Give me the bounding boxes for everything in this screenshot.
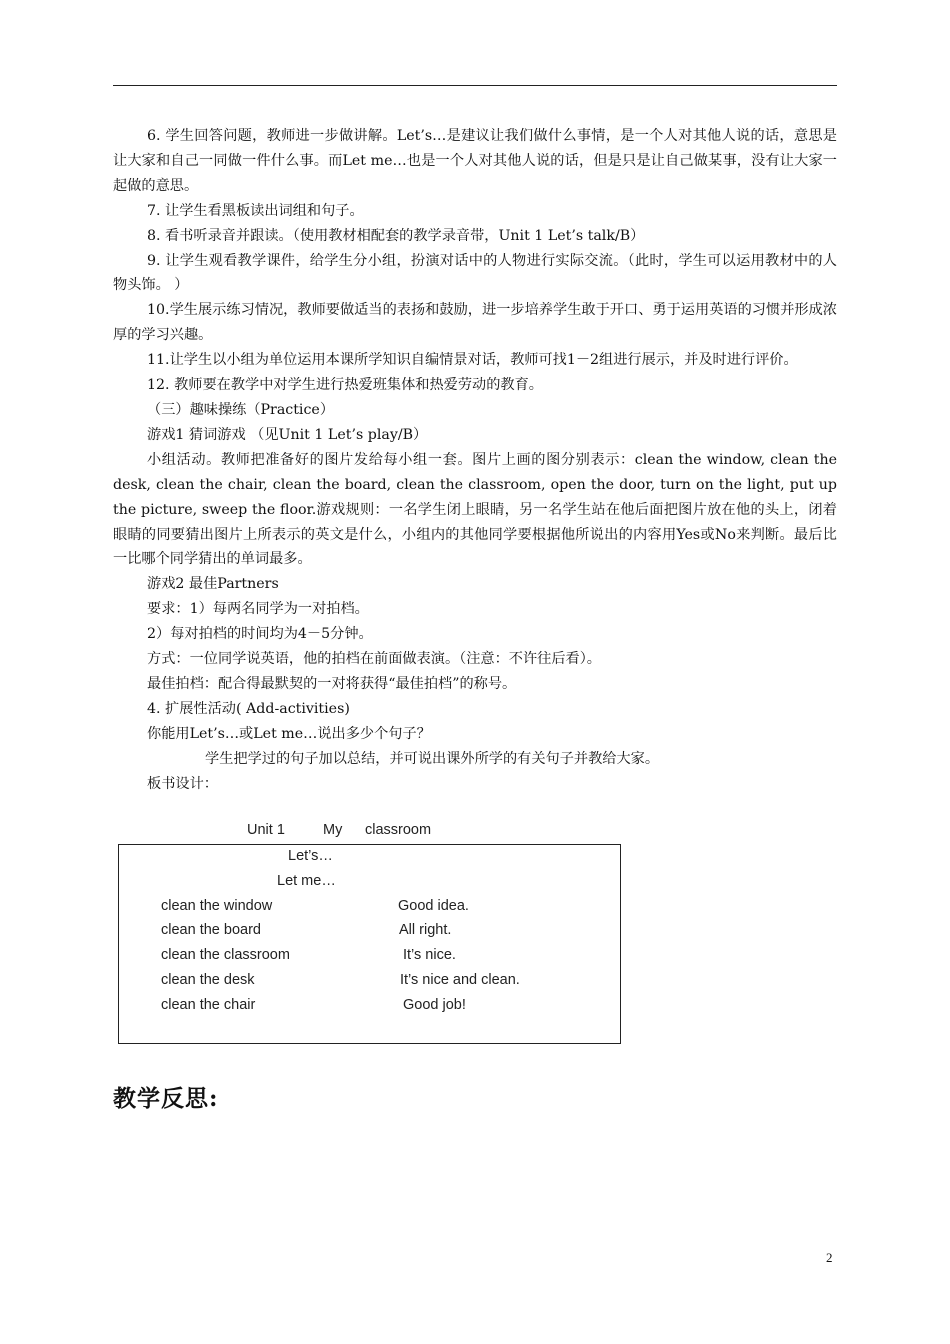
paragraph: 最佳拍档：配合得最默契的一对将获得“最佳拍档”的称号。	[147, 675, 517, 692]
board-caption-unit: Unit 1	[247, 822, 285, 838]
board-response: It’s nice.	[403, 947, 456, 963]
board-caption-my: My	[323, 822, 343, 838]
reflection-heading: 教学反思:	[113, 1085, 219, 1112]
paragraph: 要求：1）每两名同学为一对拍档。	[147, 601, 369, 618]
lesson-body	[113, 124, 837, 796]
paragraph: 6. 学生回答问题，教师进一步做讲解。Let’s…是建议让我们做什么事情，是一个人对其他人说的话，意思是让大家和自己一同做一件什么事。而Let me…也是一个人对其他人说的话，但是只是让自己做某事，没有让大家一起做的意思。	[113, 128, 837, 194]
paragraph: 10.学生展示练习情况，教师要做适当的表扬和鼓励，进一步培养学生敢于开口、勇于运用英语的习惯并形成浓厚的学习兴趣。	[113, 302, 837, 344]
page-number: 2	[826, 1250, 833, 1265]
paragraph: 游戏2 最佳Partners	[147, 576, 279, 593]
board-phrase: clean the window	[161, 898, 273, 914]
paragraph: 4. 扩展性活动( Add-activities)	[147, 700, 350, 717]
board-phrase: clean the board	[161, 922, 261, 938]
section-heading: （三）趣味操练（Practice）	[147, 401, 335, 418]
paragraph: 小组活动。教师把准备好的图片发给每小组一套。图片上画的图分别表示：clean the window, clean the desk, clean the chair, clean the board, clean the classroom, open the door, turn on the light, put up the picture, sweep the floor.游戏规则：一名学生闭上眼睛，另一名学生站在他后面把图片放在他的头上，闭着眼睛的同要猜出图片上所表示的英文是什么，小组内的其他同学要根据他所说出的内容用Yes或No来判断。最后比一比哪个同学猜出的单词最多。	[113, 451, 837, 568]
board-phrase: clean the desk	[161, 972, 255, 988]
paragraph: 方式：一位同学说英语，他的拍档在前面做表演。（注意：不许往后看）。	[147, 651, 601, 668]
blackboard-design-box	[118, 844, 621, 1044]
board-phrase: clean the classroom	[161, 947, 290, 963]
paragraph: 板书设计：	[147, 775, 218, 792]
board-response: Good idea.	[398, 898, 469, 914]
paragraph: 学生把学过的句子加以总结，并可说出课外所学的有关句子并教给大家。	[205, 750, 660, 767]
header-rule	[113, 85, 837, 86]
board-response: All right.	[399, 922, 452, 938]
paragraph: 游戏1 猜词游戏 （见Unit 1 Let’s play/B）	[147, 426, 428, 443]
board-response: It’s nice and clean.	[400, 972, 520, 988]
paragraph: 9. 让学生观看教学课件，给学生分小组，扮演对话中的人物进行实际交流。（此时，学生可以运用教材中的人物头饰。 ）	[113, 252, 837, 294]
paragraph: 12. 教师要在教学中对学生进行热爱班集体和热爱劳动的教育。	[147, 377, 543, 394]
paragraph: 11.让学生以小组为单位运用本课所学知识自编情景对话，教师可找1－2组进行展示，并及时进行评价。	[147, 352, 798, 369]
board-response: Good job!	[403, 997, 466, 1013]
paragraph: 8. 看书听录音并跟读。（使用教材相配套的教学录音带，Unit 1 Let’s talk/B）	[147, 227, 645, 244]
paragraph: 7. 让学生看黑板读出词组和句子。	[147, 202, 364, 219]
paragraph: 你能用Let’s…或Let me…说出多少个句子？	[147, 725, 431, 742]
board-caption-classroom: classroom	[365, 822, 432, 838]
board-phrase: clean the chair	[161, 997, 256, 1013]
board-header: Let me…	[277, 873, 336, 889]
board-header: Let’s…	[288, 848, 333, 864]
paragraph: 2）每对拍档的时间均为4－5分钟。	[147, 626, 373, 643]
